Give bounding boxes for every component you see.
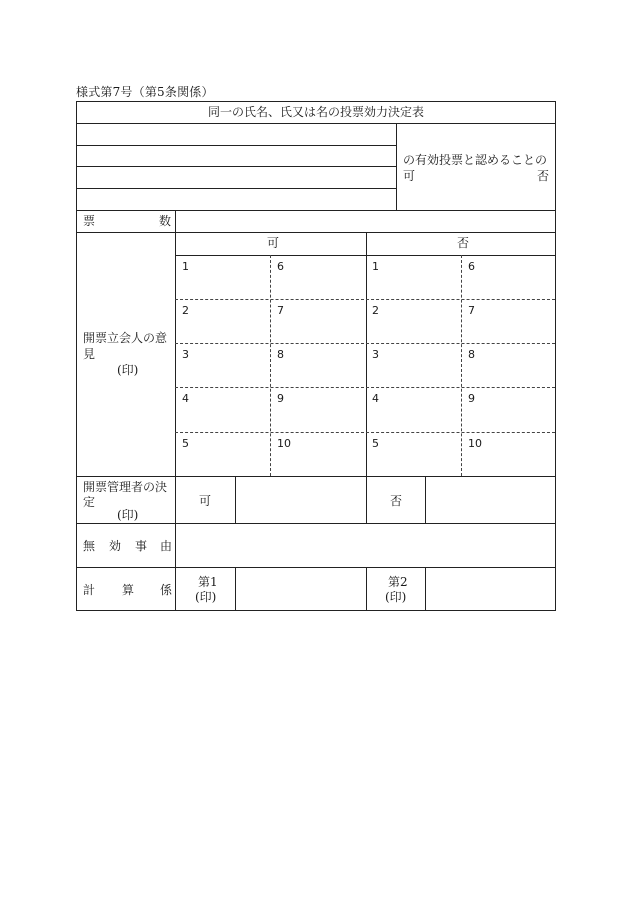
invalid-c4: 由	[160, 539, 173, 553]
decision-table	[76, 101, 556, 611]
calc-c3: 係	[160, 583, 173, 597]
votes-label-b: 数	[159, 214, 172, 228]
calc-first-seal: (印)	[195, 590, 217, 604]
calc-first: 第1	[198, 575, 218, 589]
ka-number: 8	[277, 348, 284, 361]
ka-number: 3	[182, 348, 189, 361]
table-title: 同一の氏名、氏又は名の投票効力決定表	[207, 105, 424, 119]
votes-label-a: 票	[83, 214, 96, 228]
hi-number: 2	[372, 304, 379, 317]
manager-hi: 否	[390, 494, 403, 508]
ka-number: 9	[277, 392, 284, 405]
opinion-label-1: 開票立会人の意	[83, 331, 168, 345]
ka-number: 5	[182, 437, 189, 450]
manager-seal: (印)	[117, 508, 139, 522]
hi-number: 9	[468, 392, 475, 405]
manager-label-1: 開票管理者の決	[83, 480, 168, 494]
validity-hi: 否	[537, 169, 550, 183]
ka-number: 2	[182, 304, 189, 317]
calc-second-seal: (印)	[385, 590, 407, 604]
ka-number: 6	[277, 260, 284, 273]
hi-number: 1	[372, 260, 379, 273]
validity-text: の有効投票と認めることの	[403, 153, 548, 167]
ka-number: 7	[277, 304, 284, 317]
invalid-c1: 無	[83, 539, 96, 553]
ka-number: 10	[277, 437, 291, 450]
hi-number: 5	[372, 437, 379, 450]
manager-label-2: 定	[83, 495, 96, 509]
opinion-label-2: 見	[83, 347, 96, 361]
opinion-seal: (印)	[117, 363, 139, 377]
ka-number: 1	[182, 260, 189, 273]
hi-number: 4	[372, 392, 379, 405]
calc-second: 第2	[388, 575, 408, 589]
hi-number: 6	[468, 260, 475, 273]
opinion-col-ka: 可	[267, 236, 280, 250]
form-number: 様式第7号（第5条関係）	[76, 85, 214, 99]
hi-number: 10	[468, 437, 482, 450]
hi-number: 3	[372, 348, 379, 361]
calc-c1: 計	[83, 583, 96, 597]
validity-ka: 可	[403, 169, 416, 183]
opinion-col-hi: 否	[457, 236, 470, 250]
manager-ka: 可	[199, 494, 212, 508]
hi-number: 7	[468, 304, 475, 317]
ka-number: 4	[182, 392, 189, 405]
invalid-c3: 事	[135, 539, 148, 553]
invalid-c2: 効	[109, 539, 122, 553]
calc-c2: 算	[122, 583, 135, 597]
hi-number: 8	[468, 348, 475, 361]
